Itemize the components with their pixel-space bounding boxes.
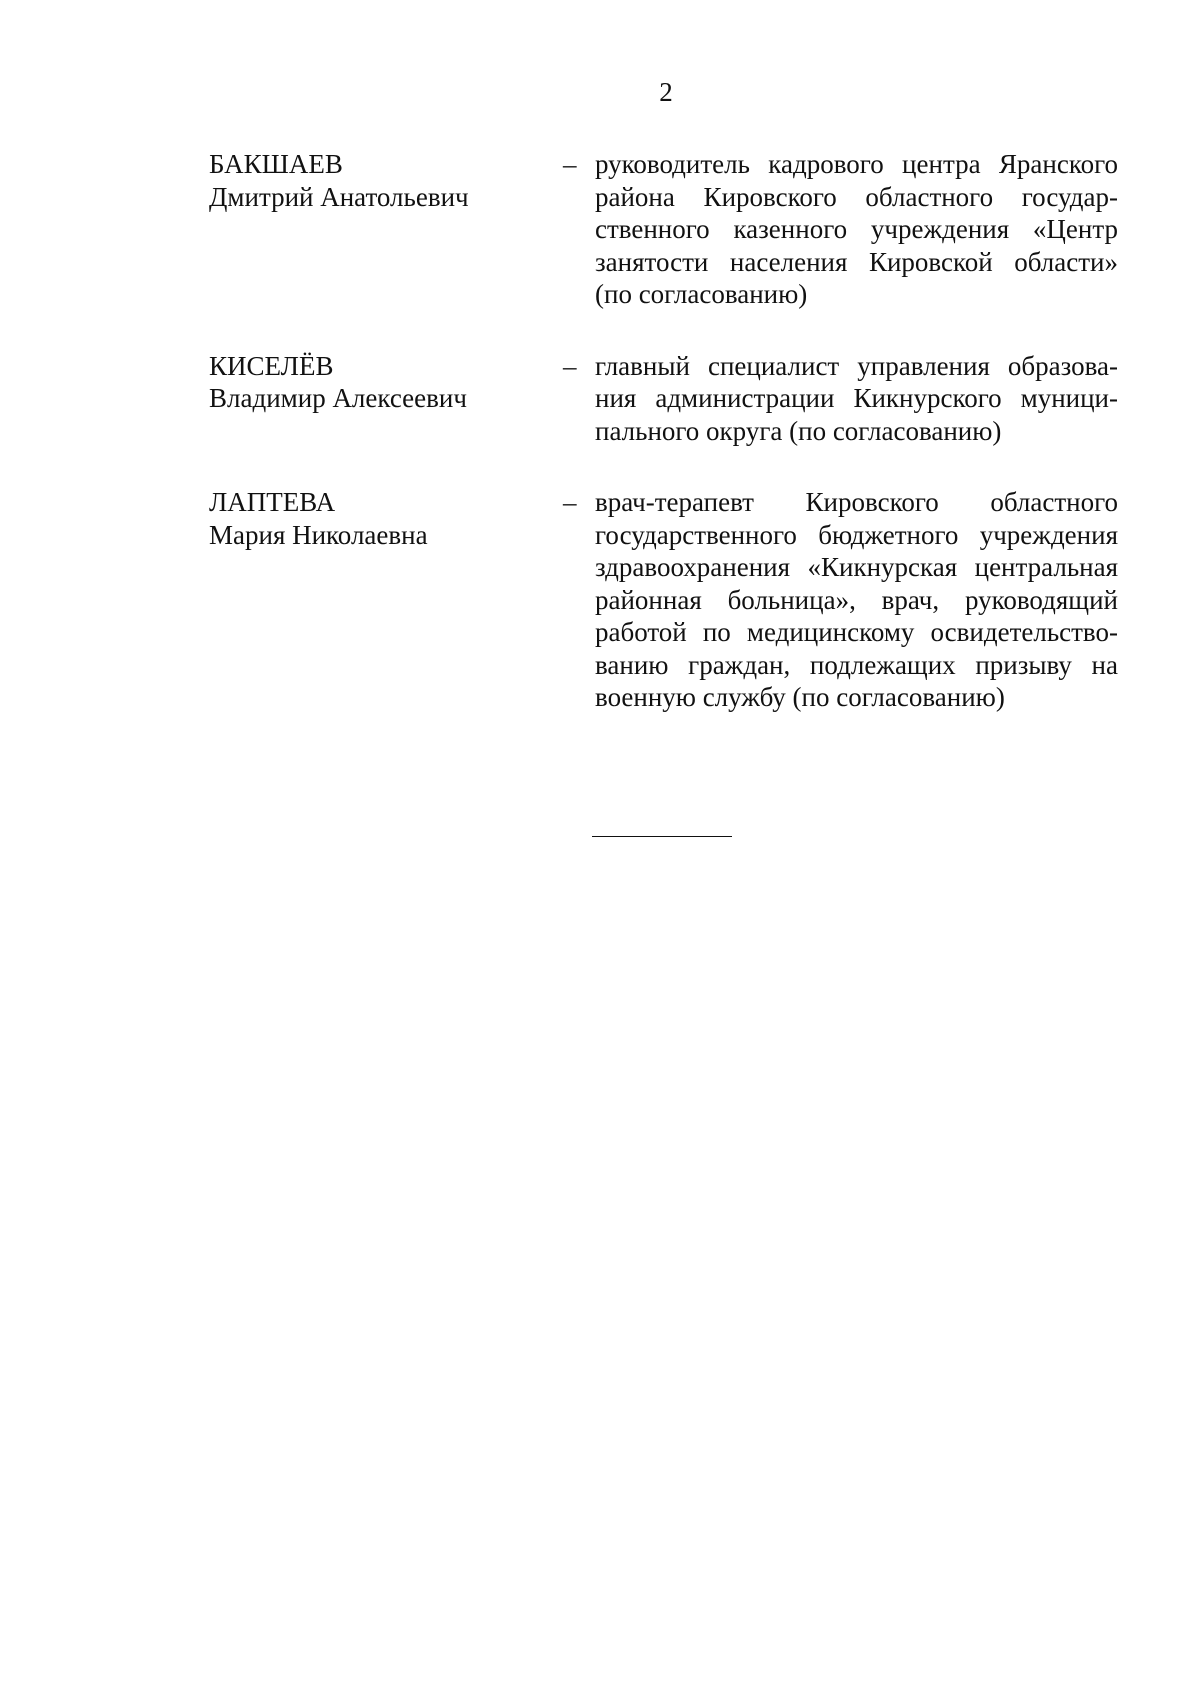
position-line: занятости населения Кировской области» xyxy=(595,246,1118,277)
member-surname: БАКШАЕВ xyxy=(209,149,343,179)
member-given-names: Владимир Алексеевич xyxy=(209,383,467,413)
position-line: врач-терапевт Кировского областного xyxy=(595,487,1118,517)
position-line: здравоохранения «Кикнурская центральная xyxy=(595,552,1118,582)
position-line: пального округа (по согласованию) xyxy=(595,415,1002,446)
member-position xyxy=(595,486,1118,714)
position-line: главный специалист управления образова- xyxy=(595,350,1118,381)
dash-separator: – xyxy=(563,487,577,517)
member-given-names: Дмитрий Анатольевич xyxy=(209,181,469,212)
position-line: ванию граждан, подлежащих призыву на xyxy=(595,649,1118,680)
position-line: руководитель кадрового центра Яранского xyxy=(595,149,1118,179)
member-given-names: Мария Николаевна xyxy=(209,519,428,550)
position-line: ственного казенного учреждения «Центр xyxy=(595,214,1118,244)
member-entry-lapteva xyxy=(209,486,1118,714)
member-entry-kiselev xyxy=(209,350,1118,448)
position-line: ния администрации Кикнурского муници- xyxy=(595,383,1118,413)
member-position xyxy=(595,350,1118,448)
position-line: (по согласованию) xyxy=(595,279,808,309)
member-name xyxy=(209,148,563,213)
position-line: района Кировского областного государ- xyxy=(595,181,1118,212)
position-line: районная больница», врач, руководящий xyxy=(595,584,1118,615)
position-line: государственного бюджетного учреждения xyxy=(595,519,1118,550)
position-line: военную службу (по согласованию) xyxy=(595,682,1005,712)
member-list xyxy=(209,148,1118,714)
dash-separator: – xyxy=(563,149,577,179)
member-surname: КИСЕЛЁВ xyxy=(209,350,334,381)
dash-separator: – xyxy=(563,350,577,381)
page-number: 2 xyxy=(659,77,673,107)
position-line: работой по медицинскому освидетельство- xyxy=(595,617,1118,647)
member-surname: ЛАПТЕВА xyxy=(209,487,336,517)
member-entry-baksaev xyxy=(209,148,1118,311)
member-position xyxy=(595,148,1118,311)
closing-rule-divider xyxy=(592,836,732,837)
member-name xyxy=(209,350,563,415)
member-name xyxy=(209,486,563,551)
